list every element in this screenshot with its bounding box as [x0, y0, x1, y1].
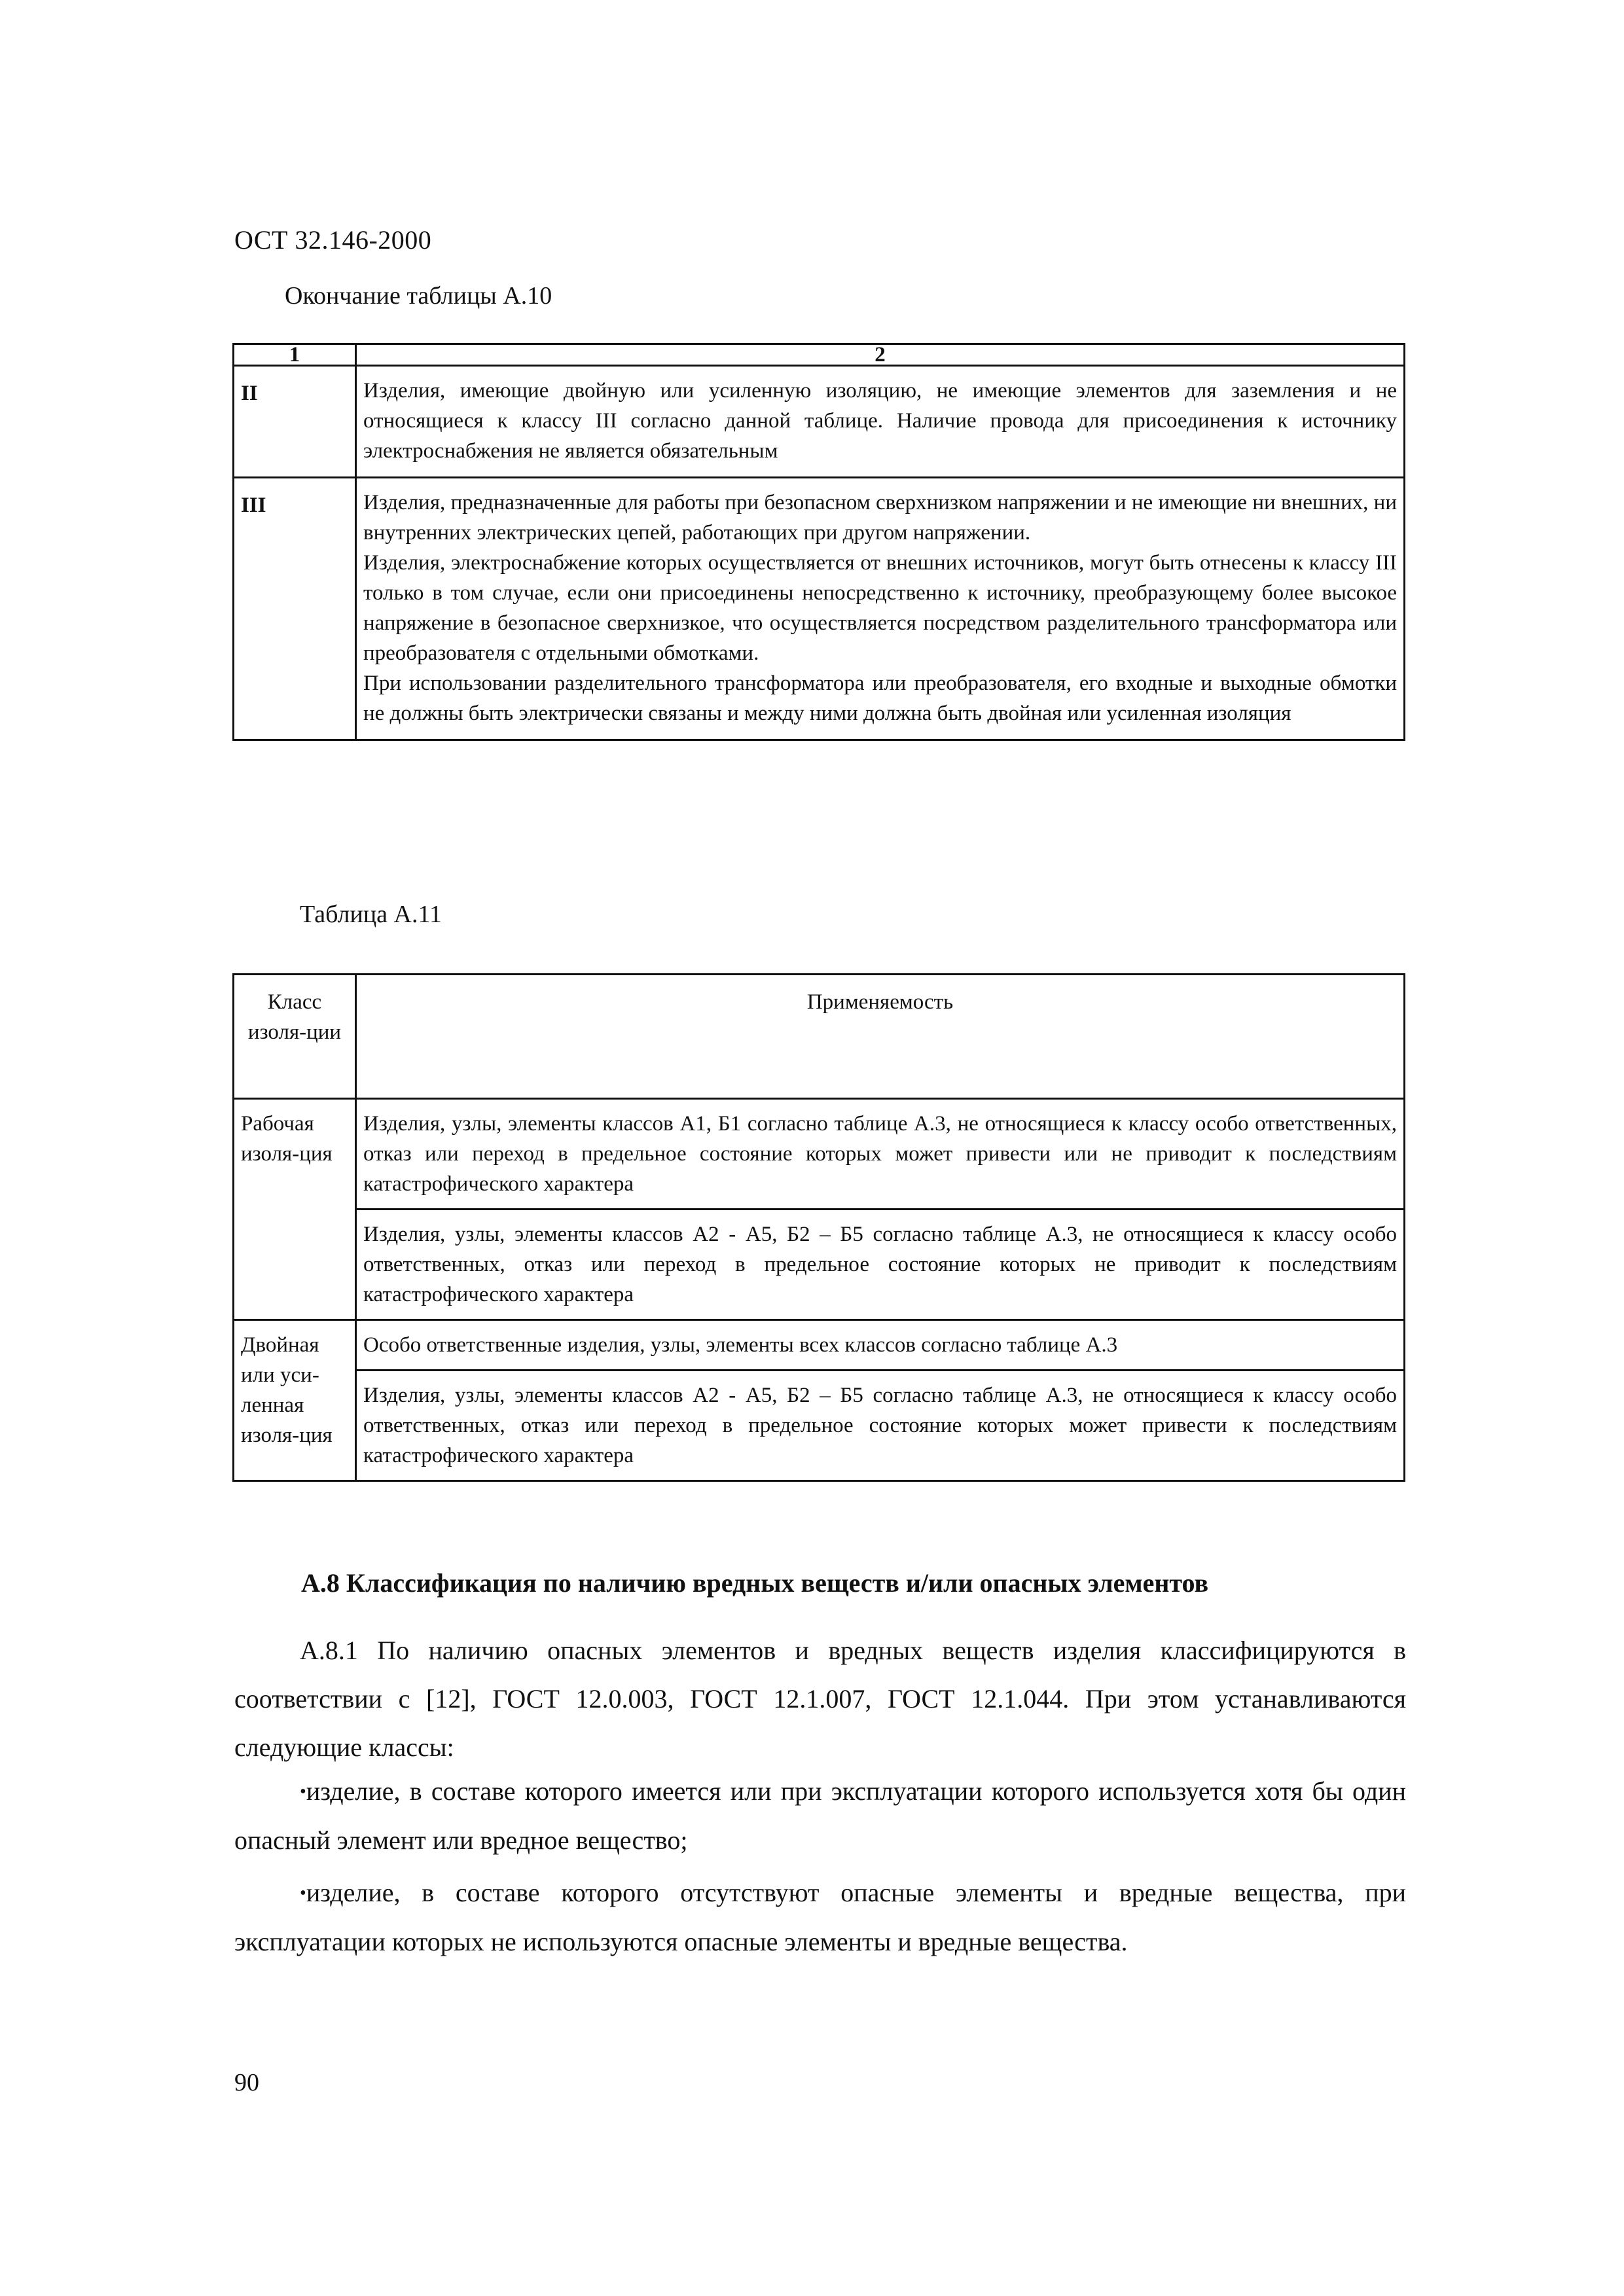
bullet-text: изделие, в составе которого имеется или при эксплуатации которого используется хотя бы один опасный элемент или вредное вещество;	[234, 1776, 1406, 1855]
class-cell: III	[234, 478, 356, 740]
description-paragraph: Изделия, предназначенные для работы при безопасном сверхнизком напряжении и не имеющие ни внешних, ни внутренних электрических цепей, работающих при другом напряжении.	[363, 491, 1397, 545]
bullet-text: изделие, в составе которого отсутствуют опасные элементы и вредные вещества, при эксплуатации которых не используются опасные элементы и вредные вещества.	[234, 1878, 1406, 1956]
bullet-icon: •	[300, 1782, 306, 1802]
paragraph-text: А.8.1 По наличию опасных элементов и вредных веществ изделия классифицируются в соответствии с [12], ГОСТ 12.0.003, ГОСТ 12.1.007, ГОСТ 12.1.044. При этом устанавливаются следующие классы:	[234, 1636, 1406, 1762]
column-header-class: Класс изоля-ции	[234, 975, 356, 1099]
table-a10-end	[232, 343, 1405, 741]
bullet-item	[234, 1869, 1406, 1966]
insulation-class-cell: Рабочая изоля-ция	[234, 1099, 356, 1320]
bullet-item	[234, 1767, 1406, 1865]
description-paragraph: Изделия, имеющие двойную или усиленную изоляцию, не имеющие элементов для заземления и не относящиеся к классу III согласно данной таблице. Наличие провода для присоединения к источнику электроснабжения не является обязательным	[363, 379, 1397, 463]
description-cell	[356, 366, 1405, 478]
page-number: 90	[234, 2069, 259, 2096]
column-header-applicability: Применяемость	[356, 975, 1405, 1099]
table-a11-caption: Таблица А.11	[300, 901, 442, 928]
table-header-row	[234, 975, 1405, 1099]
table-row	[234, 1210, 1405, 1320]
table-row	[234, 366, 1405, 478]
section-heading: А.8 Классификация по наличию вредных веществ и/или опасных элементов	[301, 1568, 1209, 1598]
class-cell: II	[234, 366, 356, 478]
table-header-row	[234, 344, 1405, 366]
table-row	[234, 478, 1405, 740]
table-a10-caption: Окончание таблицы А.10	[285, 282, 552, 310]
applicability-cell: Изделия, узлы, элементы классов А2 - А5, Б2 – Б5 согласно таблице А.3, не относящиеся к классу особо ответственных, отказ или переход в предельное состояние которых может привести к последствиям катастрофического характера	[356, 1371, 1405, 1481]
document-code: ОСТ 32.146-2000	[234, 225, 432, 255]
table-row	[234, 1371, 1405, 1481]
description-paragraph: Изделия, электроснабжение которых осуществляется от внешних источников, могут быть отнесены к классу III только в том случае, если они присоединены непосредственно к источнику, преобразующему более высокое напряжение в безопасное сверхнизкое, что осуществляется посредством разделительного трансформатора или преобразователя с отдельными обмотками.	[363, 551, 1397, 665]
bullet-icon: •	[300, 1883, 306, 1903]
table-a11	[232, 973, 1405, 1482]
column-header-2: 2	[356, 344, 1405, 366]
section-paragraph	[234, 1626, 1406, 1772]
description-cell	[356, 478, 1405, 740]
insulation-class-cell: Двойная или уси-ленная изоля-ция	[234, 1320, 356, 1481]
column-header-1: 1	[234, 344, 356, 366]
bullet-text-wrap	[234, 1869, 1406, 1966]
applicability-cell: Изделия, узлы, элементы классов А1, Б1 согласно таблице А.3, не относящиеся к классу особо ответственных, отказ или переход в предельное состояние которых может привести или не приводит к последствиям катастрофического характера	[356, 1099, 1405, 1210]
description-paragraph: При использовании разделительного трансформатора или преобразователя, его входные и выходные обмотки не должны быть электрически связаны и между ними должна быть двойная или усиленная изоляция	[363, 672, 1397, 725]
bullet-text-wrap	[234, 1767, 1406, 1865]
table-row	[234, 1320, 1405, 1371]
applicability-cell: Изделия, узлы, элементы классов А2 - А5, Б2 – Б5 согласно таблице А.3, не относящиеся к классу особо ответственных, отказ или переход в предельное состояние которых не приводит к последствиям катастрофического характера	[356, 1210, 1405, 1320]
table-row	[234, 1099, 1405, 1210]
applicability-cell: Особо ответственные изделия, узлы, элементы всех классов согласно таблице А.3	[356, 1320, 1405, 1371]
